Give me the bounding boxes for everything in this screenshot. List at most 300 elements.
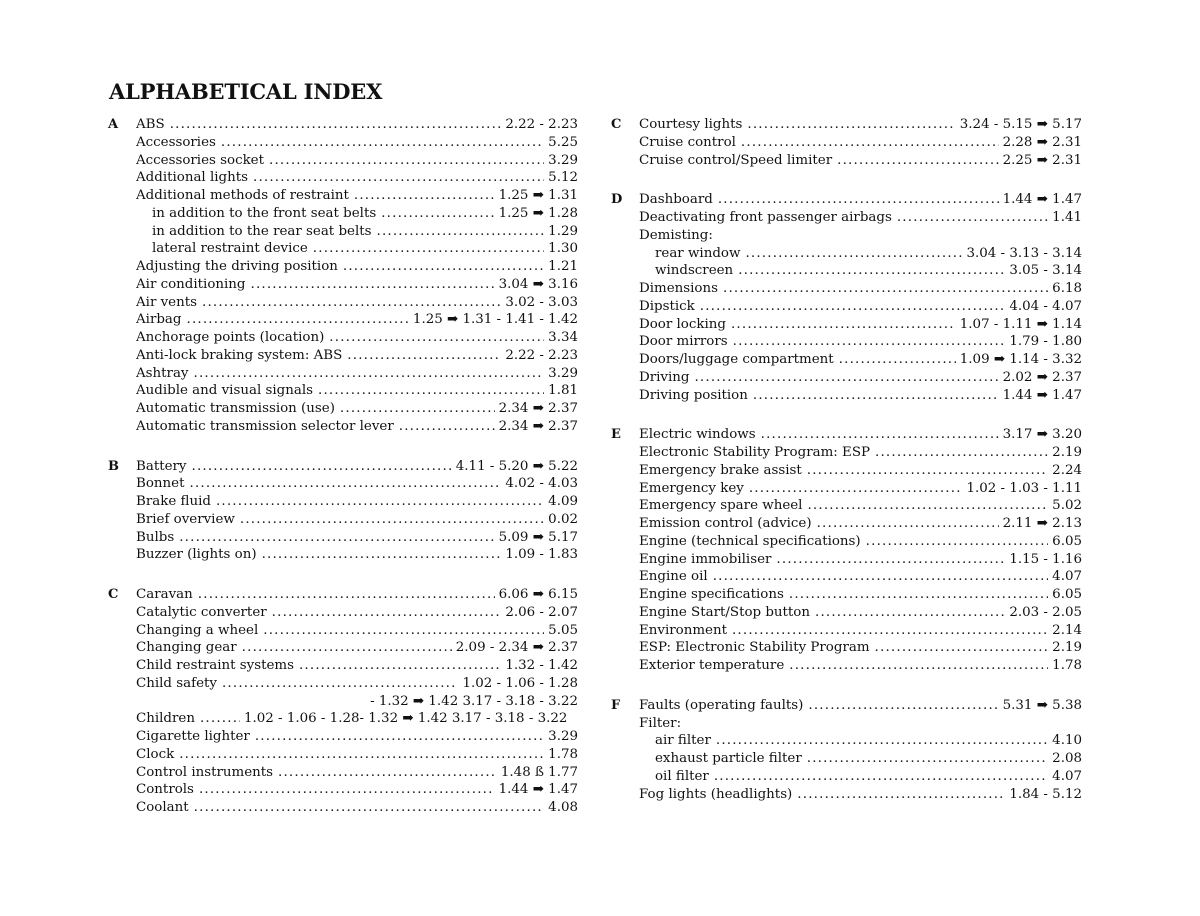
index-entry (611, 316, 1082, 334)
index-entry-line (639, 152, 1082, 170)
index-entry-line (136, 365, 578, 383)
index-entry-line (136, 418, 578, 436)
page-reference: 2.03 - 2.05 (1009, 604, 1082, 620)
index-entry-line (136, 152, 578, 170)
index-entry (611, 333, 1082, 351)
index-entry (611, 298, 1082, 316)
index-entry-line (639, 604, 1082, 622)
page-reference: 0.02 (548, 511, 578, 527)
entry-label: Audible and visual signals (136, 383, 313, 399)
entry-label: Accessories socket (136, 152, 264, 168)
page-reference: 1.25 ➡ 1.31 (498, 188, 578, 203)
entry-label: Child restraint systems (136, 658, 294, 673)
dot-leader (318, 382, 544, 400)
entry-label: Driving (639, 369, 690, 385)
entry-label: Engine specifications (639, 587, 784, 602)
index-entry-line (136, 258, 578, 276)
page-reference: 4.07 (1052, 569, 1082, 585)
index-entry-line (136, 622, 578, 640)
index-entry (108, 152, 578, 170)
index-entry (108, 116, 578, 134)
index-entry (108, 675, 578, 693)
dot-leader (713, 568, 1048, 586)
dot-leader (897, 209, 1048, 227)
page-reference: 4.04 - 4.07 (1009, 298, 1082, 314)
index-entry-line (136, 546, 578, 564)
index-entry (611, 551, 1082, 569)
sub-entry-label: oil filter (655, 768, 709, 784)
entry-label: Doors/luggage compartment (639, 352, 834, 367)
page-reference: 2.24 (1052, 462, 1082, 478)
index-entry-line (639, 116, 1082, 134)
dot-leader (222, 675, 459, 693)
index-entry-line (136, 400, 578, 418)
entry-label: Electric windows (639, 427, 756, 443)
dot-leader (278, 764, 497, 782)
index-entry (108, 639, 578, 657)
index-entry-line (136, 728, 578, 746)
entry-label: Emergency spare wheel (639, 498, 803, 514)
dot-leader (714, 768, 1048, 786)
entry-label: Engine immobiliser (639, 551, 772, 567)
entry-label: Anchorage points (location) (136, 330, 325, 345)
dot-leader (347, 347, 501, 365)
index-entry-line (639, 134, 1082, 152)
index-entry (611, 134, 1082, 152)
index-entry (108, 258, 578, 276)
page-reference: 3.17 ➡ 3.20 (1002, 427, 1082, 443)
dot-leader (761, 426, 999, 444)
entry-label: Controls (136, 782, 194, 798)
index-entry (108, 622, 578, 640)
index-entry (611, 369, 1082, 387)
entry-label: Deactivating front passenger airbags (639, 210, 892, 225)
index-entry-line (152, 240, 578, 258)
index-entry-line (136, 458, 578, 476)
page-reference: 1.84 - 5.12 (1009, 786, 1082, 802)
index-entry-line (639, 697, 1082, 715)
dot-leader (399, 418, 495, 436)
page-reference: 5.25 (548, 134, 578, 150)
index-entry (611, 604, 1082, 622)
index-entry-line (639, 515, 1082, 533)
dot-leader (299, 657, 501, 675)
index-entry-line (639, 227, 1082, 245)
index-entry (108, 511, 578, 529)
index-entry-line (136, 639, 578, 657)
page-reference: 2.34 ➡ 2.37 (498, 418, 578, 434)
entry-label: Changing gear (136, 640, 237, 656)
page-title: ALPHABETICAL INDEX (109, 79, 383, 104)
page-reference: 1.09 ➡ 1.14 - 3.32 (959, 352, 1082, 367)
index-entry-line (136, 329, 578, 347)
section-letter: F (611, 697, 621, 713)
index-entry-line (639, 333, 1082, 351)
index-entry-line (639, 298, 1082, 316)
index-section-c (108, 586, 578, 817)
page-reference: 1.78 (548, 746, 578, 762)
page-reference: 1.25 ➡ 1.28 (498, 205, 578, 221)
index-entry-line (655, 750, 1082, 768)
entry-label: Demisting: (639, 227, 713, 243)
index-entry-line (655, 732, 1082, 750)
index-entry-line (136, 511, 578, 529)
index-entry-line (136, 781, 578, 799)
dot-leader (179, 746, 544, 764)
index-entry (108, 240, 578, 258)
dot-leader (797, 786, 1005, 804)
sub-entry-label: lateral restraint device (152, 241, 308, 257)
dot-leader (815, 604, 1005, 622)
entry-label: Airbag (136, 312, 182, 328)
page-reference: 2.14 (1052, 622, 1082, 638)
index-entry (611, 227, 1082, 245)
entry-label: Air vents (136, 294, 197, 310)
dot-leader (747, 116, 955, 134)
index-entry (108, 710, 578, 728)
page-reference: 1.02 - 1.03 - 1.11 (966, 480, 1082, 496)
entry-label: Engine Start/Stop button (639, 604, 810, 620)
entry-label: Exterior temperature (639, 658, 785, 673)
index-entry (611, 426, 1082, 444)
index-entry (611, 245, 1082, 263)
page-reference: 2.19 (1052, 640, 1082, 656)
index-entry-line (639, 387, 1082, 405)
dot-leader (329, 329, 544, 347)
page-reference: 1.48 ß 1.77 (500, 764, 578, 780)
page-reference: 2.25 ➡ 2.31 (1002, 152, 1082, 168)
index-section-a (108, 116, 578, 436)
index-entry (611, 586, 1082, 604)
index-entry (611, 732, 1082, 750)
dot-leader (789, 586, 1048, 604)
page-reference: 2.02 ➡ 2.37 (1002, 369, 1082, 385)
index-entry-line (639, 657, 1082, 675)
page-reference: 2.28 ➡ 2.31 (1002, 134, 1082, 150)
page-reference: 1.21 (548, 259, 578, 274)
index-entry (611, 444, 1082, 462)
page-reference: 1.30 (548, 241, 578, 257)
index-entry-line (639, 586, 1082, 604)
dot-leader (194, 799, 545, 817)
entry-label: Children (136, 711, 195, 727)
index-entry-line (639, 351, 1082, 369)
entry-label: Additional methods of restraint (136, 188, 349, 203)
index-entry-line (136, 586, 578, 604)
entry-label: Dashboard (639, 192, 713, 208)
section-letter: B (108, 458, 119, 474)
entry-label: Door locking (639, 316, 726, 332)
index-entry (611, 191, 1082, 209)
index-entry (611, 622, 1082, 640)
index-entry-line (136, 134, 578, 152)
entry-label: Door mirrors (639, 334, 728, 350)
dot-leader (866, 533, 1049, 551)
index-column-left (108, 116, 578, 839)
dot-leader (216, 493, 544, 511)
entry-label: Cruise control/Speed limiter (639, 152, 833, 168)
dot-leader (240, 511, 544, 529)
entry-label: Courtesy lights (639, 117, 743, 132)
dot-leader (221, 134, 544, 152)
entry-label: Buzzer (lights on) (136, 547, 257, 563)
dot-leader (837, 152, 999, 170)
entry-label: Air conditioning (136, 276, 246, 292)
index-entry (611, 697, 1082, 715)
page-reference: - 1.32 ➡ 1.42 3.17 - 3.18 - 3.22 (370, 693, 578, 709)
dot-leader (343, 258, 544, 276)
entry-label: Bulbs (136, 529, 175, 545)
page-reference: 5.02 (1052, 498, 1082, 514)
index-entry-line (136, 169, 578, 187)
index-entry (611, 116, 1082, 134)
index-entry-line (136, 710, 578, 728)
dot-leader (733, 333, 1006, 351)
index-entry (108, 657, 578, 675)
index-entry (611, 497, 1082, 515)
entry-label: Accessories (136, 134, 216, 150)
section-letter: D (611, 192, 623, 208)
index-entry (108, 187, 578, 205)
dot-leader (749, 480, 963, 498)
index-entry (611, 715, 1082, 733)
page-reference: 5.09 ➡ 5.17 (498, 529, 578, 545)
index-entry (108, 169, 578, 187)
index-entry-line (639, 786, 1082, 804)
index-entry-line (639, 462, 1082, 480)
dot-leader (723, 280, 1048, 298)
sub-entry-label: windscreen (655, 263, 734, 279)
page-reference: 6.06 ➡ 6.15 (498, 587, 578, 602)
index-entry (108, 205, 578, 223)
index-entry (611, 768, 1082, 786)
index-section-c (611, 116, 1082, 169)
index-column-right (611, 116, 1082, 825)
dot-leader (875, 444, 1048, 462)
page-reference: 2.11 ➡ 2.13 (1002, 516, 1082, 531)
page-reference: 2.06 - 2.07 (505, 604, 578, 620)
page-reference: 6.05 (1052, 587, 1082, 602)
index-entry (108, 458, 578, 476)
page-reference: 6.18 (1052, 281, 1082, 296)
index-entry (108, 728, 578, 746)
index-entry (611, 786, 1082, 804)
entry-label: Catalytic converter (136, 604, 267, 620)
index-entry-line (152, 223, 578, 241)
dot-leader (269, 152, 544, 170)
page-reference: 2.19 (1052, 445, 1082, 460)
page-reference: 1.81 (548, 383, 578, 399)
dot-leader (179, 529, 494, 547)
dot-leader (255, 728, 544, 746)
dot-leader (745, 245, 962, 263)
index-entry-line (136, 493, 578, 511)
index-entry (108, 400, 578, 418)
index-entry-line (639, 209, 1082, 227)
entry-label: ABS (136, 117, 165, 132)
index-entry (611, 262, 1082, 280)
index-entry (108, 586, 578, 604)
entry-label: Child safety (136, 675, 217, 691)
entry-label: Brake fluid (136, 494, 211, 509)
index-entry-line (136, 657, 578, 675)
entry-label: Caravan (136, 587, 193, 602)
page-reference: 3.29 (548, 365, 578, 381)
index-entry (108, 475, 578, 493)
page-reference: 1.78 (1052, 658, 1082, 673)
sub-entry-label: in addition to the rear seat belts (152, 223, 372, 239)
index-entry (611, 750, 1082, 768)
sub-entry-label: exhaust particle filter (655, 751, 802, 766)
index-entry-line (136, 382, 578, 400)
index-entry (108, 223, 578, 241)
dot-leader (194, 365, 545, 383)
dot-leader (738, 262, 1005, 280)
sub-entry-label: air filter (655, 733, 711, 749)
dot-leader (198, 586, 495, 604)
index-entry (611, 515, 1082, 533)
index-entry (108, 365, 578, 383)
entry-label: Brief overview (136, 511, 235, 527)
index-entry (611, 209, 1082, 227)
dot-leader (694, 369, 998, 387)
dot-leader (170, 116, 502, 134)
page-reference: 5.12 (548, 170, 578, 186)
dot-leader (381, 205, 494, 223)
entry-label: Automatic transmission (use) (136, 401, 335, 416)
index-section-f (611, 697, 1082, 804)
page-reference: 5.31 ➡ 5.38 (1002, 697, 1082, 713)
entry-label: Fog lights (headlights) (639, 786, 793, 802)
page-reference: 1.02 - 1.06 - 1.28- 1.32 ➡ 1.42 3.17 - 3.18 - 3.22 (243, 711, 568, 727)
dot-leader (200, 710, 240, 728)
page-reference: 1.02 - 1.06 - 1.28 (462, 675, 578, 691)
dot-leader (875, 639, 1049, 657)
section-letter: C (611, 117, 622, 132)
dot-leader (789, 657, 1048, 675)
index-entry-line (639, 497, 1082, 515)
index-section-d (611, 191, 1082, 404)
dot-leader (817, 515, 999, 533)
dot-leader (808, 697, 998, 715)
index-entry-line (639, 480, 1082, 498)
page-reference: 1.44 ➡ 1.47 (1002, 387, 1082, 403)
entry-label: Engine (technical specifications) (639, 533, 861, 549)
dot-leader (807, 497, 1048, 515)
index-entry-continuation (108, 693, 578, 711)
entry-label: Filter: (639, 715, 682, 731)
section-letter: A (108, 117, 119, 132)
page-reference: 2.34 ➡ 2.37 (498, 401, 578, 416)
entry-label: Faults (operating faults) (639, 697, 804, 713)
index-entry-line (639, 444, 1082, 462)
index-entry (611, 480, 1082, 498)
page-reference: 4.11 - 5.20 ➡ 5.22 (455, 458, 578, 474)
index-entry-line (136, 347, 578, 365)
entry-label: Adjusting the driving position (136, 259, 338, 274)
index-entry (611, 568, 1082, 586)
index-entry (108, 546, 578, 564)
sub-entry-label: rear window (655, 245, 741, 261)
page-reference: 2.22 - 2.23 (505, 347, 578, 363)
page-reference: 3.24 - 5.15 ➡ 5.17 (959, 117, 1082, 132)
page-reference: 4.07 (1052, 768, 1082, 784)
sub-entry-label: in addition to the front seat belts (152, 205, 377, 221)
index-section-e (611, 426, 1082, 675)
index-entry (108, 781, 578, 799)
entry-label: Clock (136, 746, 175, 762)
entry-label: Engine oil (639, 569, 708, 585)
entry-label: Anti-lock braking system: ABS (136, 347, 343, 363)
index-entry (611, 657, 1082, 675)
dot-leader (202, 294, 501, 312)
index-entry (108, 311, 578, 329)
index-entry (108, 134, 578, 152)
index-entry (611, 462, 1082, 480)
page-reference: 1.15 - 1.16 (1009, 551, 1082, 567)
dot-leader (313, 240, 544, 258)
index-entry-line (136, 294, 578, 312)
page-reference: 3.04 - 3.13 - 3.14 (966, 245, 1082, 261)
page-reference: 3.29 (548, 152, 578, 168)
index-entry (611, 152, 1082, 170)
index-entry-line (639, 280, 1082, 298)
index-entry (611, 639, 1082, 657)
dot-leader (262, 546, 502, 564)
dot-leader (376, 223, 544, 241)
dot-leader (272, 604, 502, 622)
page-reference: 3.05 - 3.14 (1009, 263, 1082, 279)
entry-label: Emergency key (639, 480, 744, 496)
index-entry-line (639, 191, 1082, 209)
index-entry-line (136, 764, 578, 782)
index-entry (108, 276, 578, 294)
entry-label: Ashtray (136, 365, 189, 381)
dot-leader (807, 462, 1048, 480)
index-entry-line (136, 116, 578, 134)
page-reference: 1.44 ➡ 1.47 (498, 782, 578, 798)
page-reference: 2.09 - 2.34 ➡ 2.37 (455, 640, 578, 656)
page-reference: 4.08 (548, 800, 578, 815)
entry-label: Changing a wheel (136, 622, 259, 638)
index-entry (611, 533, 1082, 551)
index-entry-line (136, 675, 578, 693)
entry-label: Dipstick (639, 298, 695, 314)
page-reference: 3.34 (548, 330, 578, 345)
index-entry-line (136, 276, 578, 294)
index-entry-line (639, 551, 1082, 569)
section-letter: C (108, 587, 119, 602)
index-entry (108, 382, 578, 400)
dot-leader (718, 191, 999, 209)
index-entry (108, 764, 578, 782)
entry-label: Bonnet (136, 476, 185, 492)
page-reference: 1.79 - 1.80 (1009, 334, 1082, 350)
index-entry-line (639, 622, 1082, 640)
index-entry-line (639, 426, 1082, 444)
entry-label: Emergency brake assist (639, 462, 802, 478)
index-entry (611, 351, 1082, 369)
page-reference: 2.22 - 2.23 (505, 117, 578, 132)
index-entry-line (639, 715, 1082, 733)
index-entry-line (136, 799, 578, 817)
dot-leader (716, 732, 1048, 750)
dot-leader (354, 187, 495, 205)
dot-leader (776, 551, 1005, 569)
index-entry-line (639, 316, 1082, 334)
entry-label: Additional lights (136, 170, 248, 186)
dot-leader (741, 134, 999, 152)
